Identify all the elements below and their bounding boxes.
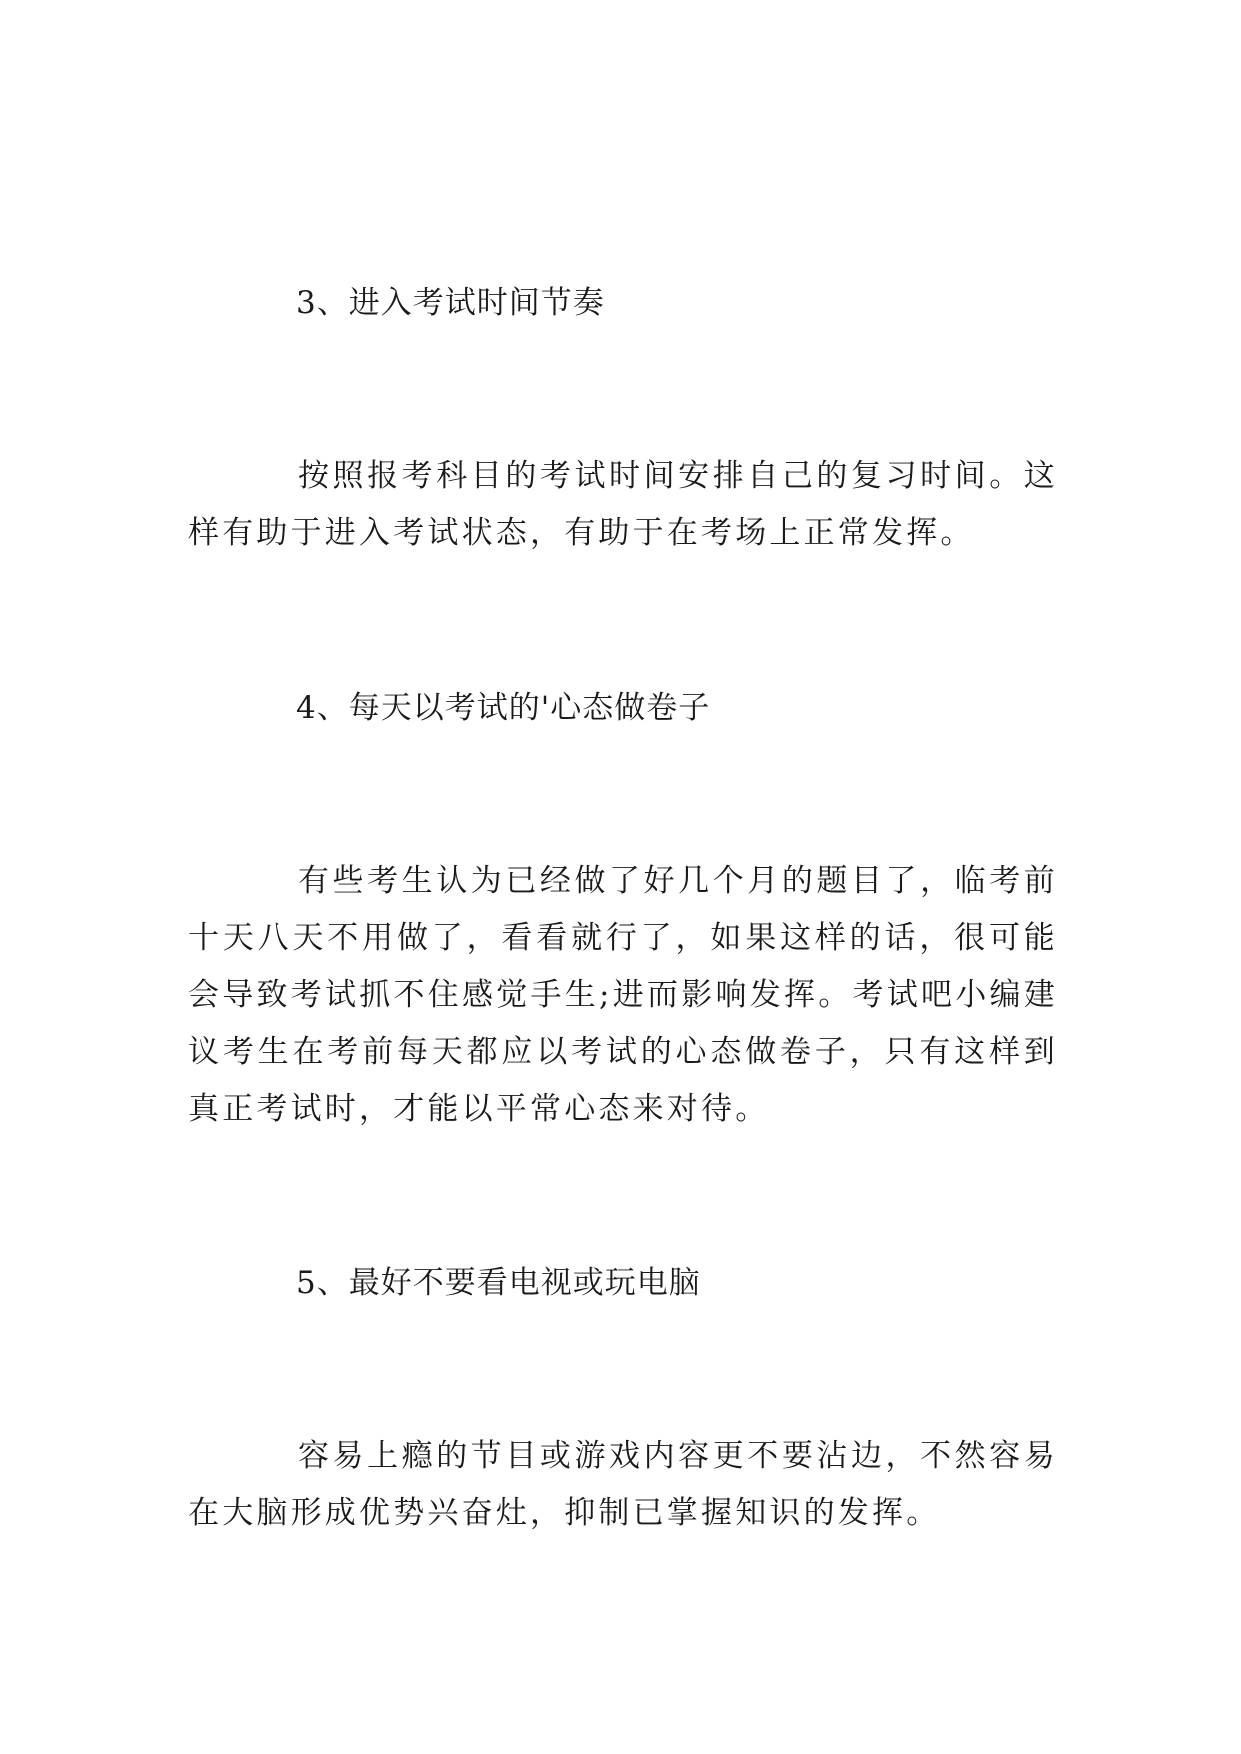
section-paragraph-5: 容易上瘾的节目或游戏内容更不要沾边，不然容易在大脑形成优势兴奋灶，抑制已掌握知识的发挥。 <box>188 1438 1058 1531</box>
section-paragraph-3: 按照报考科目的考试时间安排自己的复习时间。这样有助于进入考试状态，有助于在考场上正常发挥。 <box>188 458 1058 551</box>
section-paragraph-4: 有些考生认为已经做了好几个月的题目了，临考前十天八天不用做了，看看就行了，如果这样的话，很可能会导致考试抓不住感觉手生;进而影响发挥。考试吧小编建议考生在考前每天都应以考试的心态做卷子，只有这样到真正考试时，才能以平常心态来对待。 <box>188 863 1058 1127</box>
section-heading-4: 4、每天以考试的'心态做卷子 <box>296 690 711 726</box>
section-heading-5: 5、最好不要看电视或玩电脑 <box>296 1265 701 1301</box>
section-heading-3: 3、进入考试时间节奏 <box>296 285 605 321</box>
